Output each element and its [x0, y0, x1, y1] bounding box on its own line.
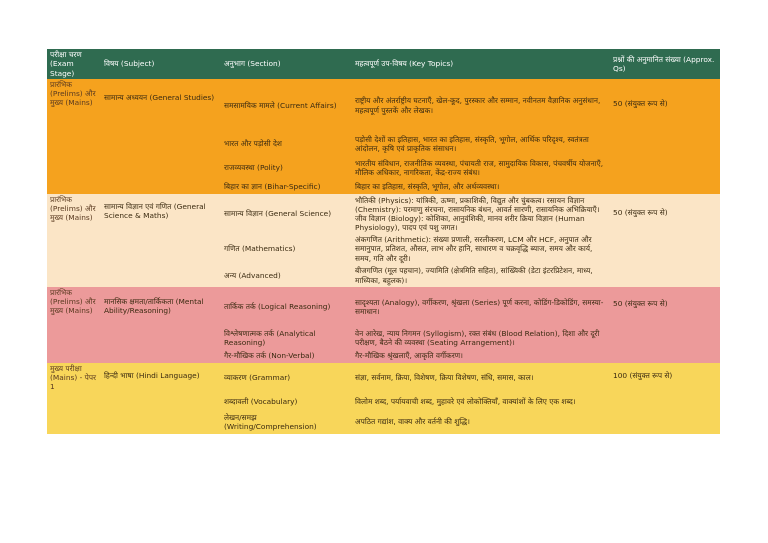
section-cell: सामान्य विज्ञान (General Science): [221, 194, 352, 234]
table-header-row: [47, 49, 720, 79]
topics-cell: पड़ोसी देशों का इतिहास, भारत का इतिहास, संस्कृति, भूगोल, आर्थिक परिदृश्य, स्वतंत्रता आंदोलन, कृषि एवं प्राकृतिक संसाधन।: [352, 132, 610, 156]
subject-cell: मानसिक क्षमता/तार्किकता (Mental Ability/Reasoning): [101, 287, 221, 363]
topics-cell: बिहार का इतिहास, संस्कृति, भूगोल, और अर्थव्यवस्था।: [352, 180, 610, 194]
subject-cell: सामान्य अध्ययन (General Studies): [101, 79, 221, 194]
header-stage: परीक्षा चरण (Exam Stage): [47, 49, 101, 79]
topics-cell: सादृश्यता (Analogy), वर्गीकरण, श्रृंखला (Series) पूर्ण करना, कोडिंग-डिकोडिंग, समस्या-समाधान।: [352, 287, 610, 327]
table-row: [47, 287, 720, 327]
stage-cell: प्रारंभिक (Prelims) और मुख्य (Mains): [47, 287, 101, 363]
subject-cell: सामान्य विज्ञान एवं गणित (General Science & Maths): [101, 194, 221, 287]
topics-cell: गैर-मौखिक श्रृंखलाएँ, आकृति वर्गीकरण।: [352, 349, 610, 363]
table-row: [47, 79, 720, 132]
section-cell: गणित (Mathematics): [221, 234, 352, 264]
qs-cell: 50 (संयुक्त रूप से): [610, 287, 720, 363]
topics-cell: भारतीय संविधान, राजनीतिक व्यवस्था, पंचायती राज, सामुदायिक विकास, पंचवर्षीय योजनाएँ, मौलिक अधिकार, नागरिकता, केंद्र-राज्य संबंध।: [352, 156, 610, 180]
section-cell: विश्लेषणात्मक तर्क (Analytical Reasoning): [221, 327, 352, 349]
topics-cell: बीजगणित (मूल पहचान), ज्यामिति (क्षेत्रमिति सहित), सांख्यिकी (डेटा इंटरप्रिटेशन, माध्य, माध्यिका, बहुलक)।: [352, 264, 610, 287]
section-cell: भारत और पड़ोसी देश: [221, 132, 352, 156]
header-qs: प्रश्नों की अनुमानित संख्या (Approx. Qs): [610, 49, 720, 79]
subject-cell: हिन्दी भाषा (Hindi Language): [101, 363, 221, 434]
section-cell: व्याकरण (Grammar): [221, 363, 352, 393]
topics-cell: भौतिकी (Physics): यांत्रिकी, ऊष्मा, प्रकाशिकी, विद्युत और चुंबकत्व। रसायन विज्ञान (Chemistry): परमाणु संरचना, रासायनिक बंधन, आवर्त सारणी, रासायनिक अभिक्रियाएँ। जीव विज्ञान (Biology): कोशिका, आनुवंशिकी, मानव शरीर क्रिया विज्ञान (Human Physiology), पादप एवं पशु जगत।: [352, 194, 610, 234]
topics-cell: संज्ञा, सर्वनाम, क्रिया, विशेषण, क्रिया विशेषण, संधि, समास, काल।: [352, 363, 610, 393]
table-row: [47, 194, 720, 234]
table-row: [47, 363, 720, 393]
section-cell: शब्दावली (Vocabulary): [221, 393, 352, 410]
section-cell: अन्य (Advanced): [221, 264, 352, 287]
section-cell: लेखन/समझ (Writing/Comprehension): [221, 410, 352, 434]
topics-cell: अंकगणित (Arithmetic): संख्या प्रणाली, सरलीकरण, LCM और HCF, अनुपात और समानुपात, प्रतिशत, औसत, लाभ और हानि, साधारण व चक्रवृद्धि ब्याज, समय और कार्य, समय, गति और दूरी।: [352, 234, 610, 264]
header-topics: महत्वपूर्ण उप-विषय (Key Topics): [352, 49, 610, 79]
section-cell: तार्किक तर्क (Logical Reasoning): [221, 287, 352, 327]
qs-cell: 50 (संयुक्त रूप से): [610, 194, 720, 287]
section-cell: बिहार का ज्ञान (Bihar-Specific): [221, 180, 352, 194]
section-cell: गैर-मौखिक तर्क (Non-Verbal): [221, 349, 352, 363]
qs-cell: 100 (संयुक्त रूप से): [610, 363, 720, 434]
topics-cell: अपठित गद्यांश, वाक्य और वर्तनी की शुद्धि।: [352, 410, 610, 434]
syllabus-table: [47, 49, 720, 434]
header-subject: विषय (Subject): [101, 49, 221, 79]
stage-cell: प्रारंभिक (Prelims) और मुख्य (Mains): [47, 79, 101, 194]
stage-cell: मुख्य परीक्षा (Mains) - पेपर 1: [47, 363, 101, 434]
topics-cell: विलोम शब्द, पर्यायवाची शब्द, मुहावरे एवं लोकोक्तियाँ, वाक्यांशों के लिए एक शब्द।: [352, 393, 610, 410]
topics-cell: वेन आरेख, न्याय निगमन (Syllogism), रक्त संबंध (Blood Relation), दिशा और दूरी परीक्षण, बैठने की व्यवस्था (Seating Arrangement)।: [352, 327, 610, 349]
topics-cell: राष्ट्रीय और अंतर्राष्ट्रीय घटनाएँ, खेल-कूद, पुरस्कार और सम्मान, नवीनतम वैज्ञानिक अनुसंधान, महत्वपूर्ण पुस्तकें और लेखक।: [352, 79, 610, 132]
section-cell: समसामयिक मामले (Current Affairs): [221, 79, 352, 132]
header-section: अनुभाग (Section): [221, 49, 352, 79]
section-cell: राजव्यवस्था (Polity): [221, 156, 352, 180]
qs-cell: 50 (संयुक्त रूप से): [610, 79, 720, 194]
stage-cell: प्रारंभिक (Prelims) और मुख्य (Mains): [47, 194, 101, 287]
